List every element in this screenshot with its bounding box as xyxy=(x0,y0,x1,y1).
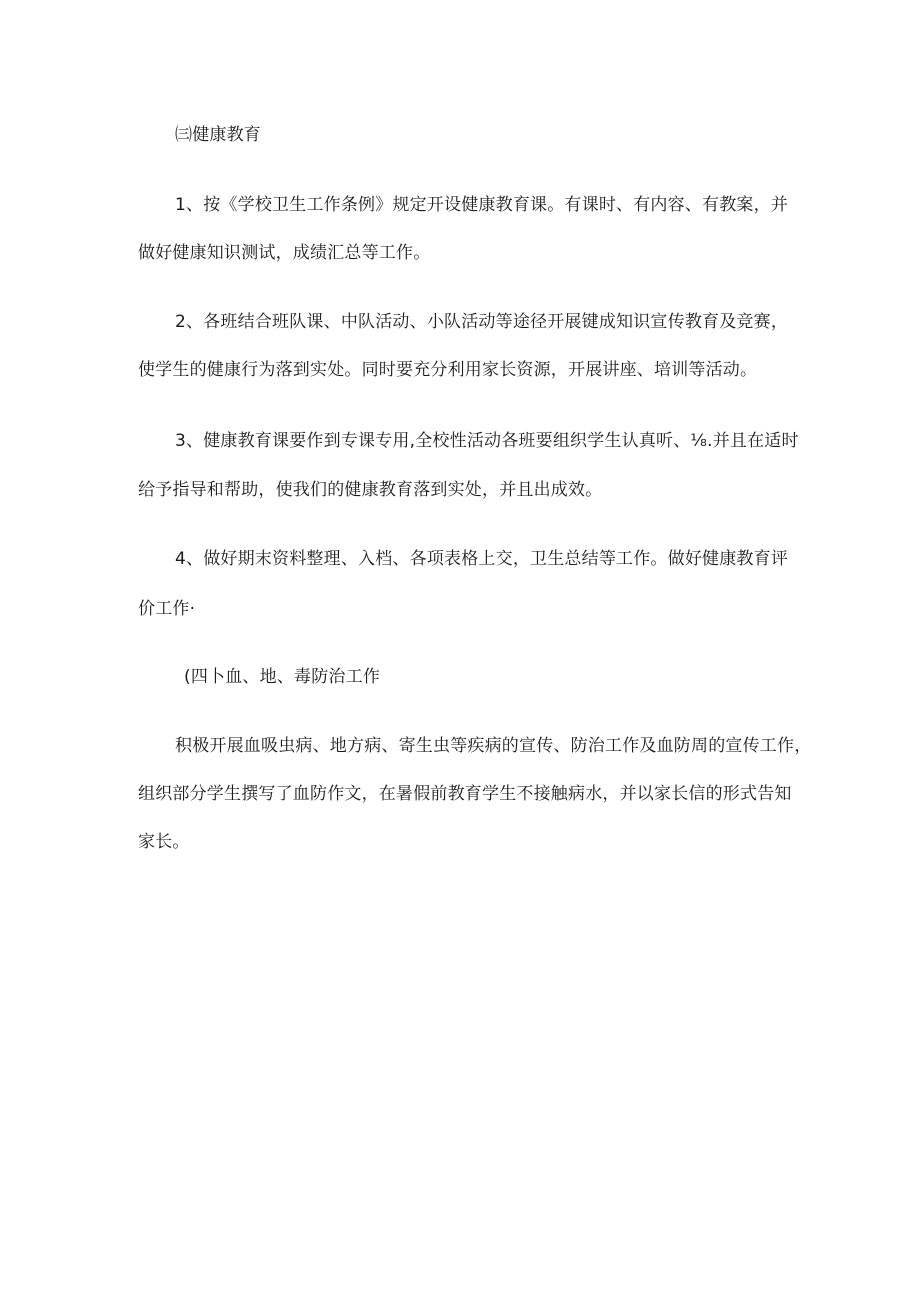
section-4-paragraph-line-2: 组织部分学生撰写了血防作文，在暑假前教育学生不接触病水，并以家长信的形式告知 xyxy=(138,784,792,804)
section-3-heading: ㈢健康教育 xyxy=(175,125,261,145)
item-4-line-2: 价工作· xyxy=(138,599,196,619)
item-3-line-1: 3、健康教育课要作到专课专用,全校性活动各班要组织学生认真听、⅛.并且在适时 xyxy=(175,431,799,451)
item-4-line-1: 4、做好期末资料整理、入档、各项表格上交，卫生总结等工作。做好健康教育评 xyxy=(175,549,789,569)
item-2-line-1: 2、各班结合班队课、中队活动、小队活动等途径开展键成知识宣传教育及竞赛， xyxy=(175,312,789,332)
item-3-line-2: 给予指导和帮助，使我们的健康教育落到实处，并且出成效。 xyxy=(138,480,603,500)
section-4-paragraph-line-3: 家长。 xyxy=(138,832,190,852)
section-4-heading: (四卜血、地、毒防治工作 xyxy=(184,667,381,687)
item-1-line-2: 做好健康知识测试，成绩汇总等工作。 xyxy=(138,243,431,263)
section-4-paragraph-line-1: 积极开展血吸虫病、地方病、寄生虫等疾病的宣传、防治工作及血防周的宣传工作， xyxy=(175,736,812,756)
item-2-line-2: 使学生的健康行为落到实处。同时要充分利用家长资源，开展讲座、培训等活动。 xyxy=(138,360,758,380)
item-1-line-1: 1、按《学校卫生工作条例》规定开设健康教育课。有课时、有内容、有教案，并 xyxy=(175,195,789,215)
